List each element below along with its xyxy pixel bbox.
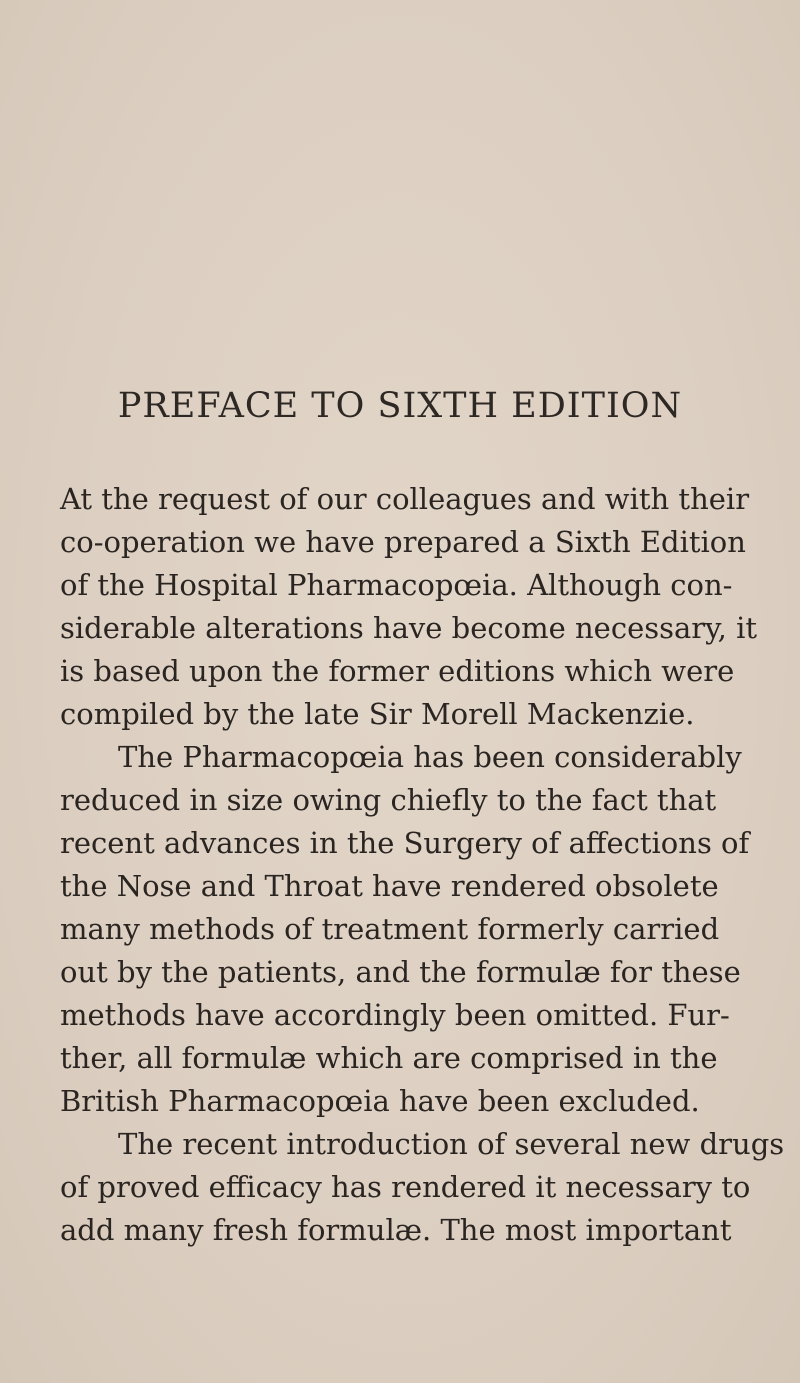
text-line: out by the patients, and the formulæ for these <box>60 955 741 989</box>
text-line: many methods of treatment formerly carried <box>60 912 720 946</box>
text-line: of proved efficacy has rendered it necessary to <box>60 1170 751 1204</box>
text-line: methods have accordingly been omitted. Fur- <box>60 998 730 1032</box>
text-line: compiled by the late Sir Morell Mackenzie. <box>60 697 695 731</box>
text-line: the Nose and Throat have rendered obsolete <box>60 869 719 903</box>
text-line: The recent introduction of several new drugs <box>118 1127 785 1161</box>
text-line: add many fresh formulæ. The most important <box>60 1213 732 1247</box>
text-line: siderable alterations have become necessary, it <box>60 611 758 645</box>
text-line: is based upon the former editions which were <box>60 654 735 688</box>
text-line: reduced in size owing chiefly to the fact that <box>60 783 717 817</box>
text-line: recent advances in the Surgery of affections of <box>60 826 750 860</box>
text-line: The Pharmacopœia has been considerably <box>118 740 742 774</box>
text-line: of the Hospital Pharmacopœia. Although con- <box>60 568 733 602</box>
text-line: At the request of our colleagues and with their <box>60 482 750 516</box>
text-line: ther, all formulæ which are comprised in the <box>60 1041 718 1075</box>
text-line: co-operation we have prepared a Sixth Edition <box>60 525 746 559</box>
page-heading: PREFACE TO SIXTH EDITION <box>117 386 683 426</box>
text-line: British Pharmacopœia have been excluded. <box>60 1084 700 1118</box>
